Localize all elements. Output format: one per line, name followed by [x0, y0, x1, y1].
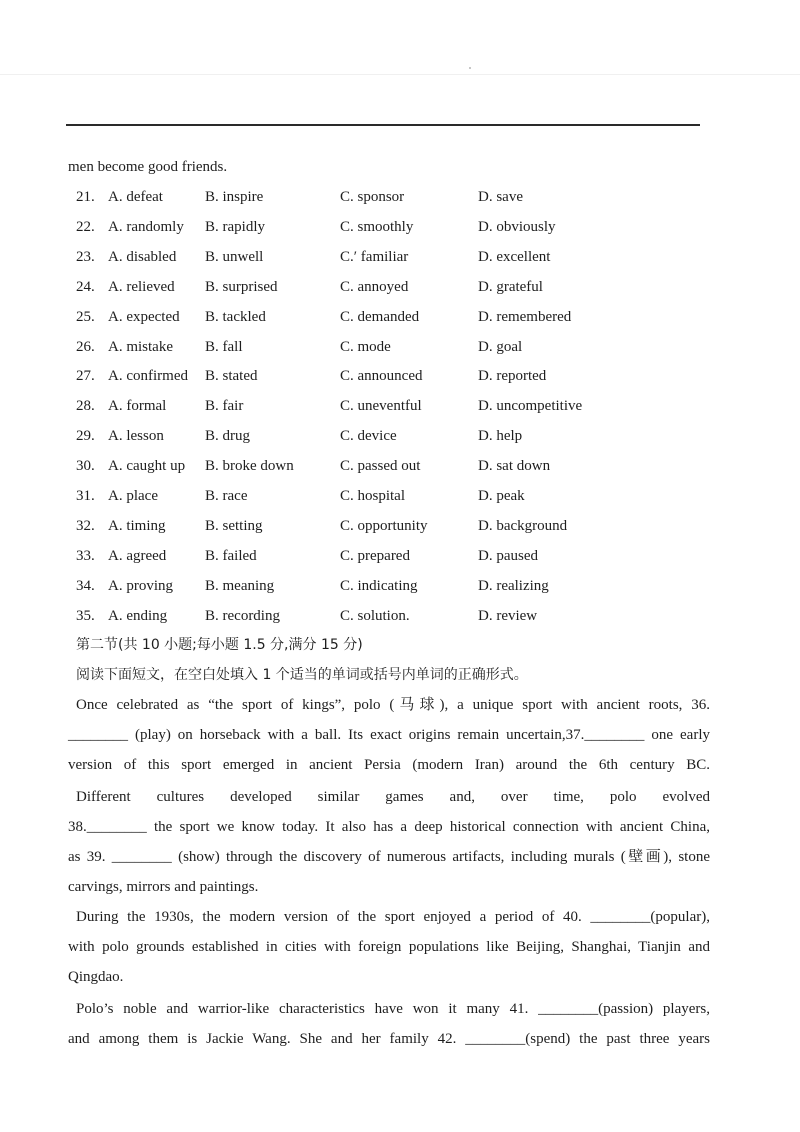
option-a: A. defeat: [108, 189, 163, 205]
option-a: A. randomly: [108, 218, 184, 235]
p2-line-1: Different cultures developed similar games and, over time, polo evolved: [76, 789, 710, 805]
option-row-23: [0, 248, 800, 266]
continuation-text: men become good friends.: [68, 159, 228, 175]
question-number: 26.: [76, 338, 95, 355]
option-b: B. failed: [205, 547, 257, 564]
p4-line-2: and among them is Jackie Wang. She and her family 42. ________(spend) the past three years: [68, 1031, 710, 1047]
option-row-33: [0, 547, 800, 565]
section-title: 第二节(共 10 小题;每小题 1.5 分,满分 15 分): [76, 637, 363, 653]
option-d: D. paused: [478, 547, 538, 564]
option-c: C. prepared: [340, 547, 410, 564]
option-d: D. uncompetitive: [478, 398, 583, 415]
option-a: A. mistake: [108, 338, 173, 355]
instruction-text: 阅读下面短文，在空白处填入 1 个适当的单词或括号内单词的正确形式。: [76, 667, 528, 683]
option-a: A. lesson: [108, 428, 164, 445]
option-c: C. passed out: [340, 458, 421, 475]
option-row-24: [0, 278, 800, 296]
option-c: C. demanded: [340, 308, 420, 325]
question-number: 30.: [76, 458, 95, 475]
option-c: C.′ familiar: [340, 248, 409, 265]
question-number: 31.: [76, 488, 95, 504]
option-d: D. grateful: [478, 278, 543, 295]
p3-line-3: Qingdao.: [68, 969, 124, 985]
option-b: B. surprised: [205, 278, 278, 295]
option-row-32: [0, 517, 800, 535]
option-d: D. sat down: [478, 458, 551, 475]
option-a: A. caught up: [108, 458, 186, 475]
question-number: 33.: [76, 547, 95, 564]
option-a: A. confirmed: [108, 368, 188, 385]
option-b: B. recording: [205, 607, 280, 624]
option-d: D. remembered: [478, 308, 572, 325]
option-d: D. realizing: [478, 577, 549, 594]
p1-line-1: Once celebrated as “the sport of kings”, polo (马球), a unique sport with ancient roots, 36.: [76, 697, 710, 713]
p2-line-3: as 39. ________ (show) through the discovery of numerous artifacts, including murals (壁画), stone: [68, 849, 710, 865]
option-row-22: [0, 218, 800, 236]
option-c: C. device: [340, 428, 397, 445]
option-row-35: [0, 607, 800, 625]
option-d: D. help: [478, 428, 523, 445]
option-row-28: [0, 397, 800, 415]
option-a: A. expected: [108, 308, 180, 325]
option-row-31: [0, 487, 800, 505]
paragraph-1: [68, 690, 710, 780]
option-b: B. setting: [205, 517, 263, 534]
option-d: D. obviously: [478, 218, 556, 235]
option-row-21: [0, 188, 800, 206]
option-d: D. save: [478, 189, 523, 205]
option-a: A. timing: [108, 517, 166, 534]
header-rule: [66, 124, 700, 126]
option-b: B. race: [205, 488, 248, 504]
p2-line-2: 38.________ the sport we know today. It also has a deep historical connection with ancient China,: [68, 819, 710, 835]
paragraph-2: [68, 782, 710, 902]
option-c: C. uneventful: [340, 398, 422, 415]
p3-line-1: During the 1930s, the modern version of the sport enjoyed a period of 40. ________(popular),: [76, 909, 710, 925]
option-a: A. disabled: [108, 248, 177, 265]
question-number: 27.: [76, 368, 95, 385]
option-b: B. rapidly: [205, 218, 265, 235]
option-row-29: [0, 427, 800, 445]
option-d: D. peak: [478, 488, 525, 504]
option-c: C. sponsor: [340, 189, 405, 205]
option-d: D. reported: [478, 368, 547, 385]
question-number: 35.: [76, 607, 95, 624]
option-d: D. goal: [478, 338, 523, 355]
option-c: C. smoothly: [340, 218, 414, 235]
option-row-34: [0, 577, 800, 595]
option-d: D. excellent: [478, 248, 551, 265]
option-b: B. drug: [205, 428, 250, 445]
option-b: B. tackled: [205, 308, 266, 325]
p1-line-3: version of this sport emerged in ancient Persia (modern Iran) around the 6th century BC.: [68, 757, 710, 773]
option-a: A. proving: [108, 577, 173, 594]
option-row-27: [0, 367, 800, 385]
top-margin: [0, 0, 800, 75]
option-a: A. agreed: [108, 547, 167, 564]
question-number: 28.: [76, 398, 95, 415]
option-c: C. hospital: [340, 488, 406, 504]
option-row-30: [0, 457, 800, 475]
option-row-26: [0, 338, 800, 356]
option-a: A. ending: [108, 607, 168, 624]
option-b: B. inspire: [205, 189, 264, 205]
p1-line-2: ________ (play) on horseback with a ball. Its exact origins remain uncertain,37.________ one early: [68, 727, 710, 743]
option-d: D. review: [478, 607, 538, 624]
option-a: A. formal: [108, 398, 167, 415]
p4-line-1: Polo’s noble and warrior-like characteristics have won it many 41. ________(passion) players,: [76, 1001, 710, 1017]
option-c: C. solution.: [340, 607, 410, 624]
option-b: B. meaning: [205, 577, 275, 594]
option-c: C. mode: [340, 338, 391, 355]
question-number: 24.: [76, 278, 95, 295]
option-a: A. place: [108, 488, 158, 504]
option-c: C. announced: [340, 368, 423, 385]
option-d: D. background: [478, 517, 568, 534]
scan-speck: [469, 67, 471, 69]
question-number: 32.: [76, 517, 95, 534]
question-number: 34.: [76, 577, 95, 594]
question-number: 29.: [76, 428, 95, 445]
option-b: B. stated: [205, 368, 258, 385]
paragraph-4: [68, 994, 710, 1054]
question-number: 21.: [76, 189, 95, 205]
option-b: B. unwell: [205, 248, 264, 265]
option-row-25: [0, 308, 800, 326]
p2-line-4: carvings, mirrors and paintings.: [68, 879, 259, 895]
option-b: B. fair: [205, 398, 244, 415]
question-number: 22.: [76, 218, 95, 235]
option-c: C. annoyed: [340, 278, 409, 295]
option-b: B. broke down: [205, 458, 294, 475]
question-number: 25.: [76, 308, 95, 325]
option-c: C. indicating: [340, 577, 418, 594]
p3-line-2: with polo grounds established in cities with foreign populations like Beijing, Shanghai, Tianjin and: [68, 939, 710, 955]
question-number: 23.: [76, 248, 95, 265]
option-a: A. relieved: [108, 278, 175, 295]
paragraph-3: [68, 902, 710, 992]
option-b: B. fall: [205, 338, 243, 355]
option-c: C. opportunity: [340, 517, 428, 534]
